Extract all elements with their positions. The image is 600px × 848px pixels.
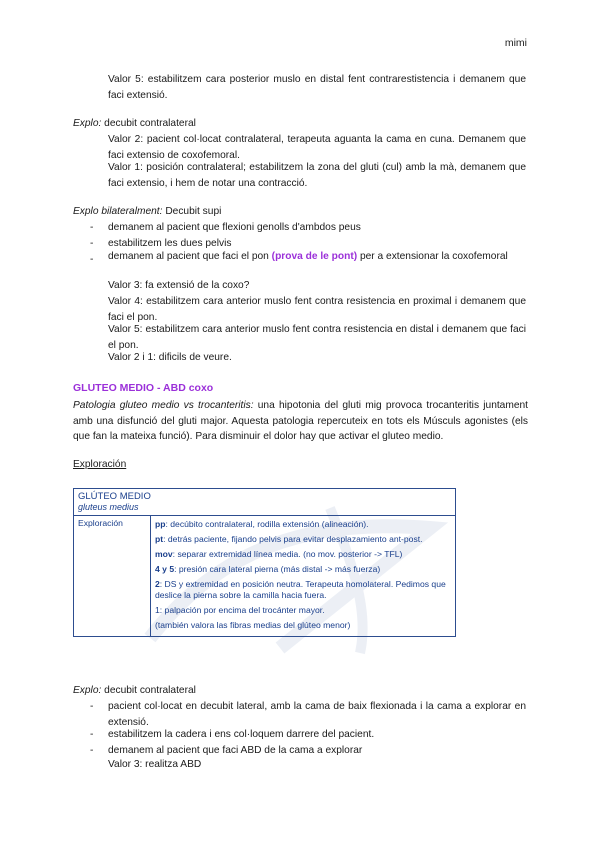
bullet-item: estabilitzem les dues pelvis <box>108 238 232 249</box>
prova-pont-highlight: (prova de le pont) <box>271 251 358 262</box>
muscle-name: GLÚTEO MEDIO <box>78 491 151 502</box>
bullet-item-pont: demanem al pacient que faci el pon (prova de le pont) per a extensionar la coxofemoral <box>108 251 508 262</box>
explo-label-1: Explo: decubit contralateral <box>73 118 196 129</box>
item-2: 2: DS y extremidad en posición neutra. Terapeuta homolateral. Pedimos que deslice la pierna sobre la camilla hacia fuera. <box>155 579 446 600</box>
valor-3-abd: Valor 3: realitza ABD <box>108 759 202 770</box>
explo-bilateral-label: Explo bilateralment: Decubit supi <box>73 206 222 217</box>
bullet-item: demanem al pacient que flexioni genolls d'ambdos peus <box>108 222 361 233</box>
item-pp: pp: decúbito contralateral, rodilla extensión (alineación). <box>155 519 369 529</box>
item-mov: mov: separar extremidad línea media. (no mov. posterior -> TFL) <box>155 549 403 559</box>
item-pt: pt: detrás paciente, fijando pelvis para evitar desplazamiento ant-post. <box>155 534 423 544</box>
valor-1-text: Valor 1: posición contralateral; estabilitzem la zona del gluti (cul) amb la mà, demanem que faci extensio, i hem de notar una contracció. <box>108 162 526 189</box>
explo-label-2: Explo: decubit contralateral <box>73 685 196 696</box>
valor-2-text: Valor 2: pacient col·locat contralateral, terapeuta aguanta la cama en cuna. Demanem que faci extensio de coxofemoral. <box>108 134 526 161</box>
bullet-dash: - <box>90 745 94 756</box>
valor-4-text: Valor 4: estabilitzem cara anterior muslo fent contra resistencia en proximal i demanem que faci el pon. <box>108 296 526 323</box>
patologia-paragraph: Patologia gluteo medio vs trocanteritis: una hipotonia del gluti mig provoca trocanteritis juntament amb una disfunció del gluti major. Aquesta patologia repercuteix en tots els Músculs agonistes (els que fan la mateixa funció). Para disminuir el dolor hay que activar el gluteo medio. <box>73 400 528 442</box>
item-1: 1: palpación por encima del trocánter mayor. <box>155 605 325 615</box>
valor-5-text: Valor 5: estabilitzem cara anterior muslo fent contra resistencia en distal i demanem que faci el pon. <box>108 324 526 351</box>
bullet-dash: - <box>90 701 94 712</box>
bullet-dash: - <box>90 729 94 740</box>
valor-2-1-text: Valor 2 i 1: dificils de veure. <box>108 352 232 363</box>
items-cell <box>151 516 456 637</box>
header-username: mimi <box>504 37 527 49</box>
item-note: (también valora las fibras medias del glúteo menor) <box>155 620 351 630</box>
gluteo-medio-table <box>73 488 456 637</box>
section-title: GLUTEO MEDIO - ABD coxo <box>73 382 214 394</box>
muscle-latin: gluteus medius <box>78 502 139 512</box>
bullet-dash: - <box>90 238 94 249</box>
bullet-dash: - <box>90 222 94 233</box>
row-label: Exploración <box>74 516 151 637</box>
table-header-cell <box>74 489 456 516</box>
exploracion-heading: Exploración <box>73 459 127 470</box>
bullet-dash: - <box>90 254 94 265</box>
bullet-item: estabilitzem la cadera i ens col·loquem darrere del pacient. <box>108 729 375 740</box>
valor-3-text: Valor 3: fa extensió de la coxo? <box>108 280 250 291</box>
valor-5-posterior: Valor 5: estabilitzem cara posterior muslo en distal fent contrarestistencia i demanem que faci extensió. <box>108 74 526 101</box>
item-4y5: 4 y 5: presión cara lateral pierna (más distal -> más fuerza) <box>155 564 381 574</box>
bullet-item: demanem al pacient que faci ABD de la cama a explorar <box>108 745 363 756</box>
bullet-item: pacient col·locat en decubit lateral, amb la cama de baix flexionada i la cama a explorar en extensió. <box>108 701 526 728</box>
